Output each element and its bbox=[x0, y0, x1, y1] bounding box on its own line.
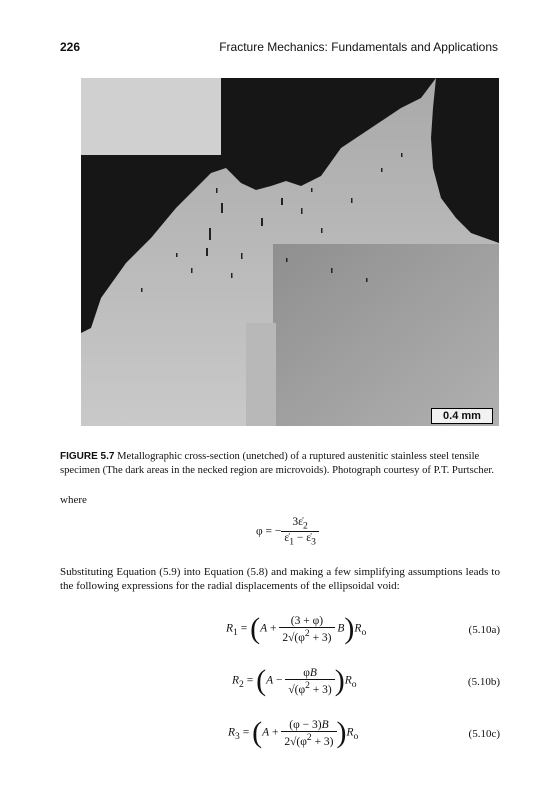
micrograph-image bbox=[81, 78, 499, 426]
scale-bar-label: 0.4 mm bbox=[431, 408, 493, 424]
caption-label: FIGURE 5.7 bbox=[60, 451, 115, 462]
body-paragraph: Substituting Equation (5.9) into Equation (5.8) and making a few simplifying assumptions leads to the following expressions for the radial displacements of the ellipsoidal void: bbox=[60, 566, 500, 592]
page-header bbox=[60, 40, 498, 56]
caption-text: Metallographic cross-section (unetched) of a ruptured austenitic stainless steel tensile specimen (The dark areas in the necked region are microvoids). Photograph courtesy of P.T. Purtscher. bbox=[60, 451, 495, 476]
equation-number-a: (5.10a) bbox=[468, 624, 500, 636]
light-region-top-left bbox=[81, 78, 221, 155]
micrograph-figure bbox=[81, 78, 499, 426]
page-number: 226 bbox=[60, 40, 81, 54]
equation-number-b: (5.10b) bbox=[467, 676, 500, 688]
where-text: where bbox=[60, 494, 87, 506]
figure-caption bbox=[60, 450, 500, 478]
phi-equation: φ = − $\frac{3\varepsiloṅ_2}{\varepsiloṅ_1 - \varepsiloṅ_3}$ bbox=[256, 516, 319, 548]
equation-number-c: (5.10c) bbox=[468, 728, 500, 740]
running-title: Fracture Mechanics: Fundamentals and Applications bbox=[219, 40, 498, 54]
equation-5-10b: $R_2 = (A$ − $\frac{\varphi B}{√(\varphi^2 + 3)}$ )$R_o$ bbox=[232, 664, 357, 697]
equation-5-10a: $R_1 = (A$ + $\frac{(3 + \varphi)}{2√(\varphi^2 + 3)}$ $B)R_o$ bbox=[226, 612, 367, 645]
inset-region bbox=[273, 244, 499, 426]
equation-5-10c: $R_3 = (A$ + $\frac{(\varphi - 3)B}{2√(\varphi^2 + 3)}$ )$R_o$ bbox=[228, 716, 359, 749]
